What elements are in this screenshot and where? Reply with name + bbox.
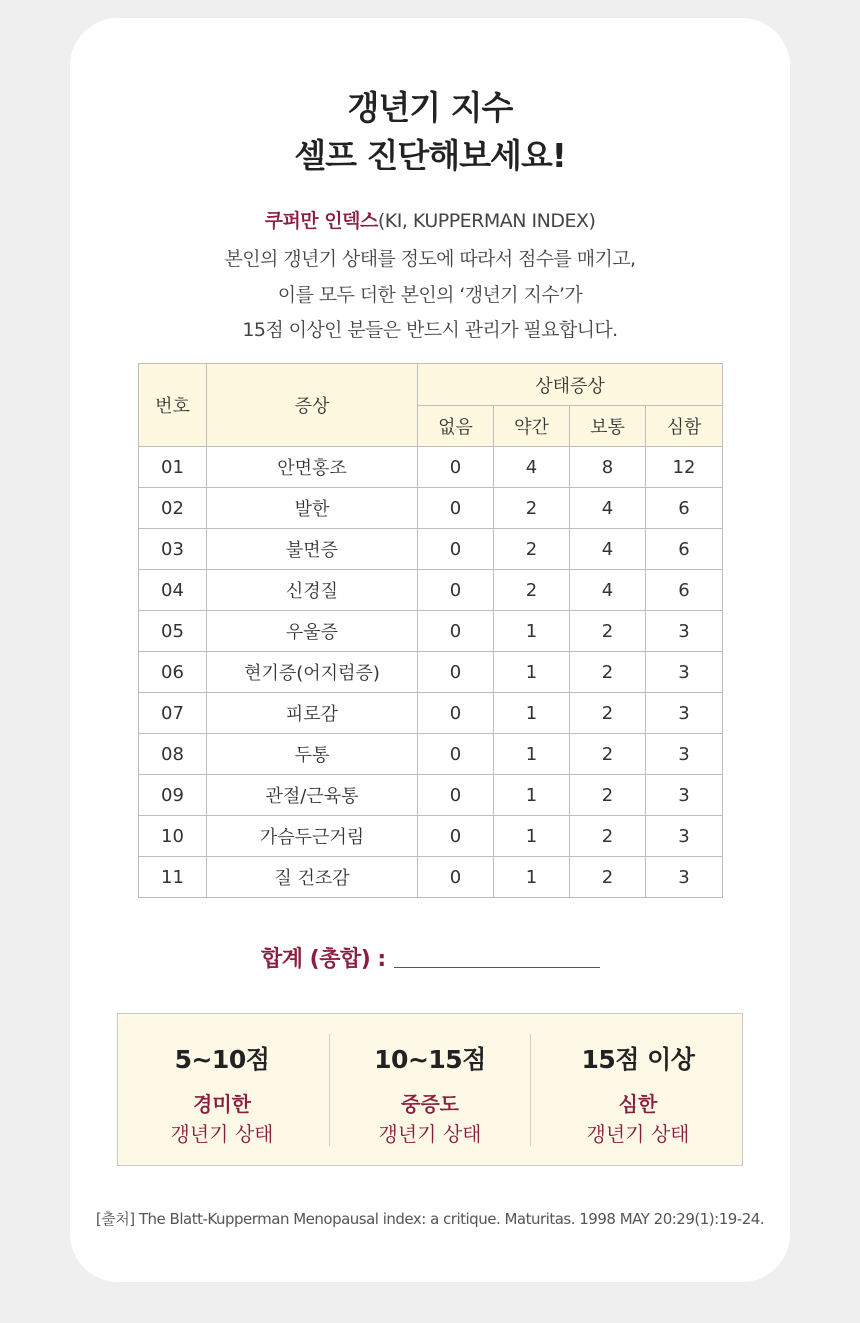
row-score: 2: [570, 857, 646, 898]
row-number: 11: [139, 857, 207, 898]
row-score: 0: [418, 447, 494, 488]
row-score: 6: [646, 529, 723, 570]
row-number: 04: [139, 570, 207, 611]
row-symptom: 발한: [207, 488, 418, 529]
row-score: 0: [418, 693, 494, 734]
level-moderate: [326, 1014, 534, 1165]
row-score: 0: [418, 611, 494, 652]
table-row: [139, 570, 723, 611]
row-score: 3: [646, 693, 723, 734]
page-title-line-2: 셀프 진단해보세요!: [294, 136, 566, 175]
level-divider: [530, 1034, 531, 1146]
row-number: 05: [139, 611, 207, 652]
row-score: 0: [418, 652, 494, 693]
row-score: 0: [418, 775, 494, 816]
row-symptom: 안면홍조: [207, 447, 418, 488]
header-level-mild: 약간: [494, 406, 570, 447]
table-row: [139, 529, 723, 570]
table-row: [139, 611, 723, 652]
severity-levels-box: [117, 1013, 743, 1166]
table-row: [139, 734, 723, 775]
index-name: 쿠퍼만 인덱스: [264, 210, 378, 232]
row-number: 03: [139, 529, 207, 570]
level-state: 갱년기 상태: [586, 1122, 690, 1146]
description-line-2: 이를 모두 더한 본인의 ‘갱년기 지수’가: [277, 284, 583, 306]
level-state: 갱년기 상태: [170, 1122, 274, 1146]
row-score: 1: [494, 775, 570, 816]
row-score: 2: [570, 611, 646, 652]
row-score: 3: [646, 611, 723, 652]
row-number: 01: [139, 447, 207, 488]
row-score: 1: [494, 734, 570, 775]
row-symptom: 관절/근육통: [207, 775, 418, 816]
row-symptom: 현기증(어지럼증): [207, 652, 418, 693]
row-score: 0: [418, 529, 494, 570]
row-score: 2: [570, 693, 646, 734]
row-score: 12: [646, 447, 723, 488]
table-row: [139, 652, 723, 693]
row-score: 3: [646, 775, 723, 816]
header-level-severe: 심함: [646, 406, 723, 447]
row-score: 3: [646, 734, 723, 775]
row-symptom: 불면증: [207, 529, 418, 570]
row-score: 0: [418, 857, 494, 898]
table-row: [139, 816, 723, 857]
row-score: 2: [494, 570, 570, 611]
row-score: 6: [646, 488, 723, 529]
level-severity: 경미한: [193, 1092, 251, 1116]
row-score: 3: [646, 857, 723, 898]
row-symptom: 우울증: [207, 611, 418, 652]
table-row: [139, 775, 723, 816]
kupperman-index-table: [138, 363, 723, 898]
row-number: 09: [139, 775, 207, 816]
header-level-none: 없음: [418, 406, 494, 447]
row-score: 0: [418, 488, 494, 529]
total-blank-line: [394, 967, 600, 968]
row-number: 06: [139, 652, 207, 693]
row-score: 4: [570, 488, 646, 529]
level-state: 갱년기 상태: [378, 1122, 482, 1146]
row-score: 1: [494, 611, 570, 652]
row-number: 02: [139, 488, 207, 529]
row-score: 2: [570, 734, 646, 775]
header-status: 상태증상: [418, 364, 723, 406]
row-score: 1: [494, 816, 570, 857]
row-score: 4: [570, 529, 646, 570]
level-score: 10~15점: [374, 1045, 486, 1074]
row-symptom: 피로감: [207, 693, 418, 734]
row-number: 10: [139, 816, 207, 857]
row-score: 2: [494, 529, 570, 570]
row-symptom: 질 건조감: [207, 857, 418, 898]
row-score: 2: [570, 652, 646, 693]
total-label: 합계 (총합) :: [261, 947, 386, 972]
row-score: 4: [494, 447, 570, 488]
level-severity: 중증도: [401, 1092, 459, 1116]
row-number: 07: [139, 693, 207, 734]
row-score: 2: [494, 488, 570, 529]
row-score: 2: [570, 775, 646, 816]
index-abbrev: (KI, KUPPERMAN INDEX): [377, 210, 596, 232]
table-row: [139, 857, 723, 898]
level-score: 15점 이상: [581, 1045, 695, 1074]
row-score: 3: [646, 816, 723, 857]
table-row: [139, 447, 723, 488]
description-line-1: 본인의 갱년기 상태를 정도에 따라서 점수를 매기고,: [224, 248, 636, 270]
level-mild: [118, 1014, 326, 1165]
row-score: 1: [494, 693, 570, 734]
level-severity: 심한: [618, 1092, 658, 1116]
row-score: 2: [570, 816, 646, 857]
row-score: 4: [570, 570, 646, 611]
header-level-moderate: 보통: [570, 406, 646, 447]
table-row: [139, 488, 723, 529]
page-title-line-1: 갱년기 지수: [347, 88, 513, 127]
level-score: 5~10점: [174, 1045, 270, 1074]
row-score: 0: [418, 734, 494, 775]
description-line-3: 15점 이상인 분들은 반드시 관리가 필요합니다.: [242, 319, 618, 341]
index-intro: [0, 206, 860, 233]
row-symptom: 두통: [207, 734, 418, 775]
row-score: 1: [494, 652, 570, 693]
row-score: 6: [646, 570, 723, 611]
source-citation: [출처] The Blatt-Kupperman Menopausal index: a critique. Maturitas. 1998 MAY 20:29(1):19-24.: [95, 1210, 765, 1228]
header-symptom: 증상: [207, 364, 418, 447]
row-score: 0: [418, 570, 494, 611]
level-severe: [534, 1014, 742, 1165]
row-score: 1: [494, 857, 570, 898]
row-number: 08: [139, 734, 207, 775]
header-number: 번호: [139, 364, 207, 447]
row-symptom: 가슴두근거림: [207, 816, 418, 857]
row-score: 8: [570, 447, 646, 488]
table-row: [139, 693, 723, 734]
row-score: 3: [646, 652, 723, 693]
row-score: 0: [418, 816, 494, 857]
row-symptom: 신경질: [207, 570, 418, 611]
